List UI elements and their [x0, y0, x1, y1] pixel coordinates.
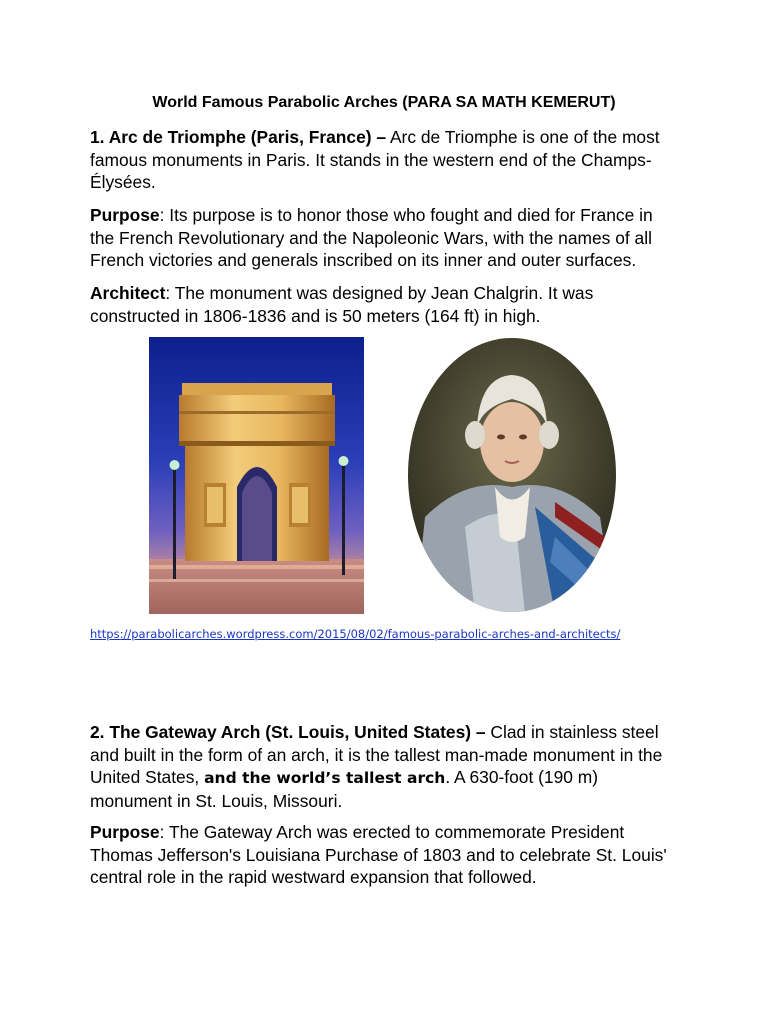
arc-de-triomphe-heading: 1. Arc de Triomphe (Paris, France) – [90, 127, 387, 147]
purpose-text: : Its purpose is to honor those who fought and died for France in the French Revolutionary and the Napoleonic Wars, with the names of all French victories and generals inscribed on its inner and outer surfaces. [90, 205, 653, 270]
arc-de-triomphe-intro [90, 126, 680, 194]
purpose-label: Purpose [90, 205, 160, 225]
gateway-arch-heading: 2. The Gateway Arch (St. Louis, United States) – [90, 722, 486, 742]
gateway-arch-intro-text-b: . A 630-foot (190 m) monument in St. Louis, Missouri. [90, 767, 599, 811]
purpose-text: : The Gateway Arch was erected to commemorate President Thomas Jefferson's Louisiana Purchase of 1803 and to celebrate St. Louis' central role in the rapid westward expansion that followed. [90, 822, 667, 887]
architect-label: Architect [90, 283, 166, 303]
arc-de-triomphe-architect [90, 282, 680, 327]
arc-de-triomphe-photo [149, 337, 364, 614]
purpose-label: Purpose [90, 822, 160, 842]
gateway-arch-purpose [90, 821, 680, 889]
architect-portrait [405, 337, 619, 614]
architect-text: : The monument was designed by Jean Chalgrin. It was constructed in 1806-1836 and is 50 meters (164 ft) in high. [90, 283, 594, 326]
document-title: World Famous Parabolic Arches (PARA SA MATH KEMERUT) [152, 94, 616, 111]
gateway-arch-intro-text-a: Clad in stainless steel and built in the form of an arch, it is the tallest man-made monument in the United States, [90, 722, 663, 787]
arc-de-triomphe-intro-text: Arc de Triomphe is one of the most famous monuments in Paris. It stands in the western end of the Champs-Élysées. [90, 127, 660, 192]
source-link[interactable]: https://parabolicarches.wordpress.com/2015/08/02/famous-parabolic-arches-and-architects/ [90, 627, 621, 641]
arc-de-triomphe-purpose [90, 204, 680, 272]
gateway-arch-intro-bold: and the world’s tallest arch [204, 769, 446, 787]
gateway-arch-intro [90, 721, 680, 812]
